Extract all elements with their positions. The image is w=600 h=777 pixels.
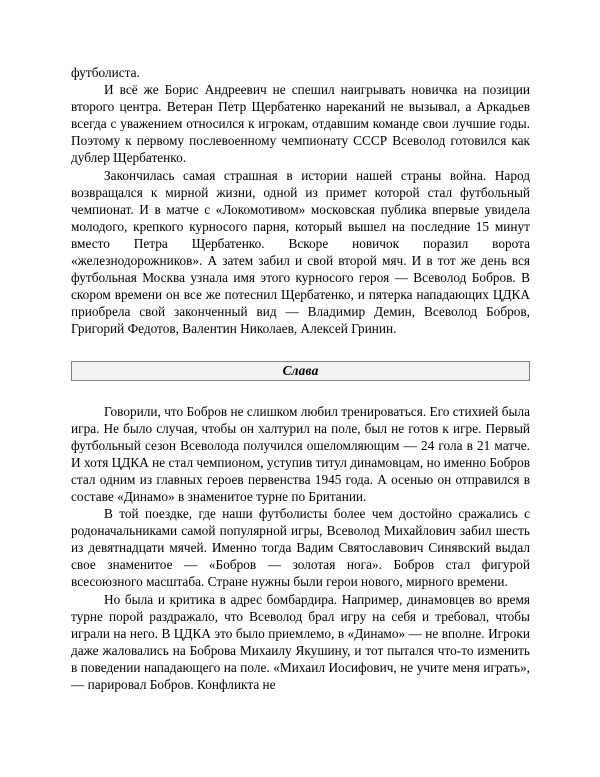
paragraph: футболиста. (71, 65, 140, 80)
paragraph: Но была и критика в адрес бомбардира. Например, динамовцев во время турне порой раздражало, что Всеволод брал игру на себя и требовал, чтобы играли на него. В ЦДКА это было приемлемо, в «Динамо» — не вполне. Игроки даже жаловались на Боброва Михаилу Якушину, и тот пытался что-то изменить в поведении нападающего на поле. «Михаил Иосифович, не учите меня играть», — парировал Бобров. Конфликта не (71, 591, 530, 692)
page-text-column (71, 64, 530, 693)
paragraph: Говорили, что Бобров не слишком любил тренироваться. Его стихией была игра. Не было случая, чтобы он халтурил на поле, был не готов к игре. Первый футбольный сезон Всеволода получился ошеломляющим — 24 гола в 21 матче. И хотя ЦДКА не стал чемпионом, уступив титул динамовцам, но именно Бобров стал одним из главных героев первенства 1945 года. А осенью он отправился в составе «Динамо» в знаменитое турне по Британии. (71, 403, 530, 504)
paragraph: И всё же Борис Андреевич не спешил наигрывать новичка на позиции второго центра. Ветеран Петр Щербатенко нареканий не вызывал, а Аркадьев всегда с уважением относился к игрокам, отдавшим команде свои лучшие годы. Поэтому к первому послевоенному чемпионату СССР Всеволод готовился как дублер Щербатенко. (71, 82, 530, 166)
section-heading-title: Слава (282, 362, 319, 378)
paragraph: В той поездке, где наши футболисты более чем достойно сражались с родоначальниками самой популярной игры, Всеволод Михайлович забил шесть из девятнадцати мячей. Именно тогда Вадим Святославович Синявский выдал свое знаменитое — «Бобров — золотая нога». Бобров стал фигурой всесоюзного масштаба. Стране нужны были герои нового, мирного времени. (71, 506, 530, 590)
section-heading-box (71, 361, 530, 381)
paragraph: Закончилась самая страшная в истории нашей страны война. Народ возвращался к мирной жизни, одной из примет которой стал футбольный чемпионат. И в матче с «Локомотивом» московская публика впервые увидела молодого, крепкого курносого парня, который вышел на последние 15 минут вместо Петра Щербатенко. Вскоре новичок поразил ворота «железнодорожников». А затем забил и свой второй мяч. И в тот же день вся футбольная Москва узнала имя этого курносого героя — Всеволод Бобров. В скором времени он все же потеснил Щербатенко, и пятерка нападающих ЦДКА приобрела свой законченный вид — Владимир Демин, Всеволод Бобров, Григорий Федотов, Валентин Николаев, Алексей Гринин. (71, 167, 530, 337)
